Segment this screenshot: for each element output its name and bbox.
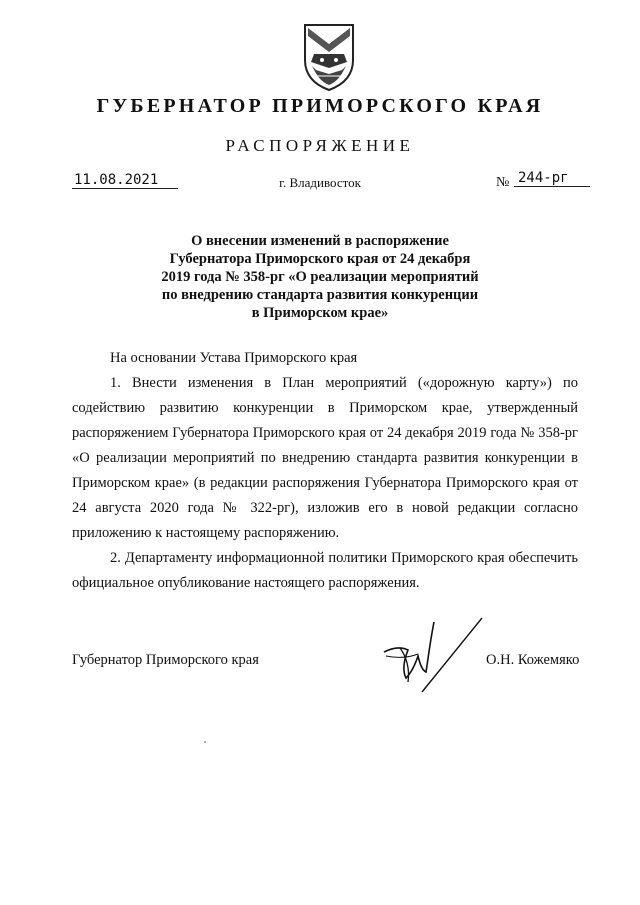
document-type: РАСПОРЯЖЕНИЕ <box>225 136 415 155</box>
title-line: по внедрению стандарта развития конкуренции <box>161 287 479 303</box>
number-sign: № <box>496 175 510 190</box>
title-line: Губернатора Приморского края от 24 декабря <box>169 251 471 267</box>
coat-of-arms-icon <box>302 22 356 92</box>
intro-paragraph: На основании Устава Приморского края <box>110 350 358 366</box>
document-date: 11.08.2021 <box>72 172 178 189</box>
item-1-paragraph: 1. Внести изменения в План мероприятий («дорожную карту») по содействию развитию конкуренции в Приморском крае, утвержденный распоряжением Губернатора Приморского края от 24 декабря 2019 года № 358-рг «О реализации мероприятий по внедрению стандарта развития конкуренции в Приморском крае» (в редакции распоряжения Губернатора Приморского края от 24 августа 2020 года № 322-рг), изложив его в новой редакции согласно приложению к настоящему распоряжению. <box>72 375 578 541</box>
handwritten-signature-icon <box>378 612 486 698</box>
document-title <box>150 232 490 322</box>
document-number: 244-рг <box>514 170 590 187</box>
title-line: в Приморском крае» <box>251 305 389 321</box>
signatory-position: Губернатор Приморского края <box>72 652 259 668</box>
document-city: г. Владивосток <box>279 175 361 190</box>
item-2-paragraph: 2. Департаменту информационной политики Приморского края обеспечить официальное опубликование настоящего распоряжения. <box>72 550 578 591</box>
document-body <box>72 346 578 596</box>
issuing-authority: ГУБЕРНАТОР ПРИМОРСКОГО КРАЯ <box>96 95 544 117</box>
signatory-name: О.Н. Кожемяко <box>486 652 580 668</box>
title-line: О внесении изменений в распоряжение <box>191 233 449 249</box>
scan-speck <box>204 741 206 743</box>
title-line: 2019 года № 358-рг «О реализации мероприятий <box>161 269 479 285</box>
